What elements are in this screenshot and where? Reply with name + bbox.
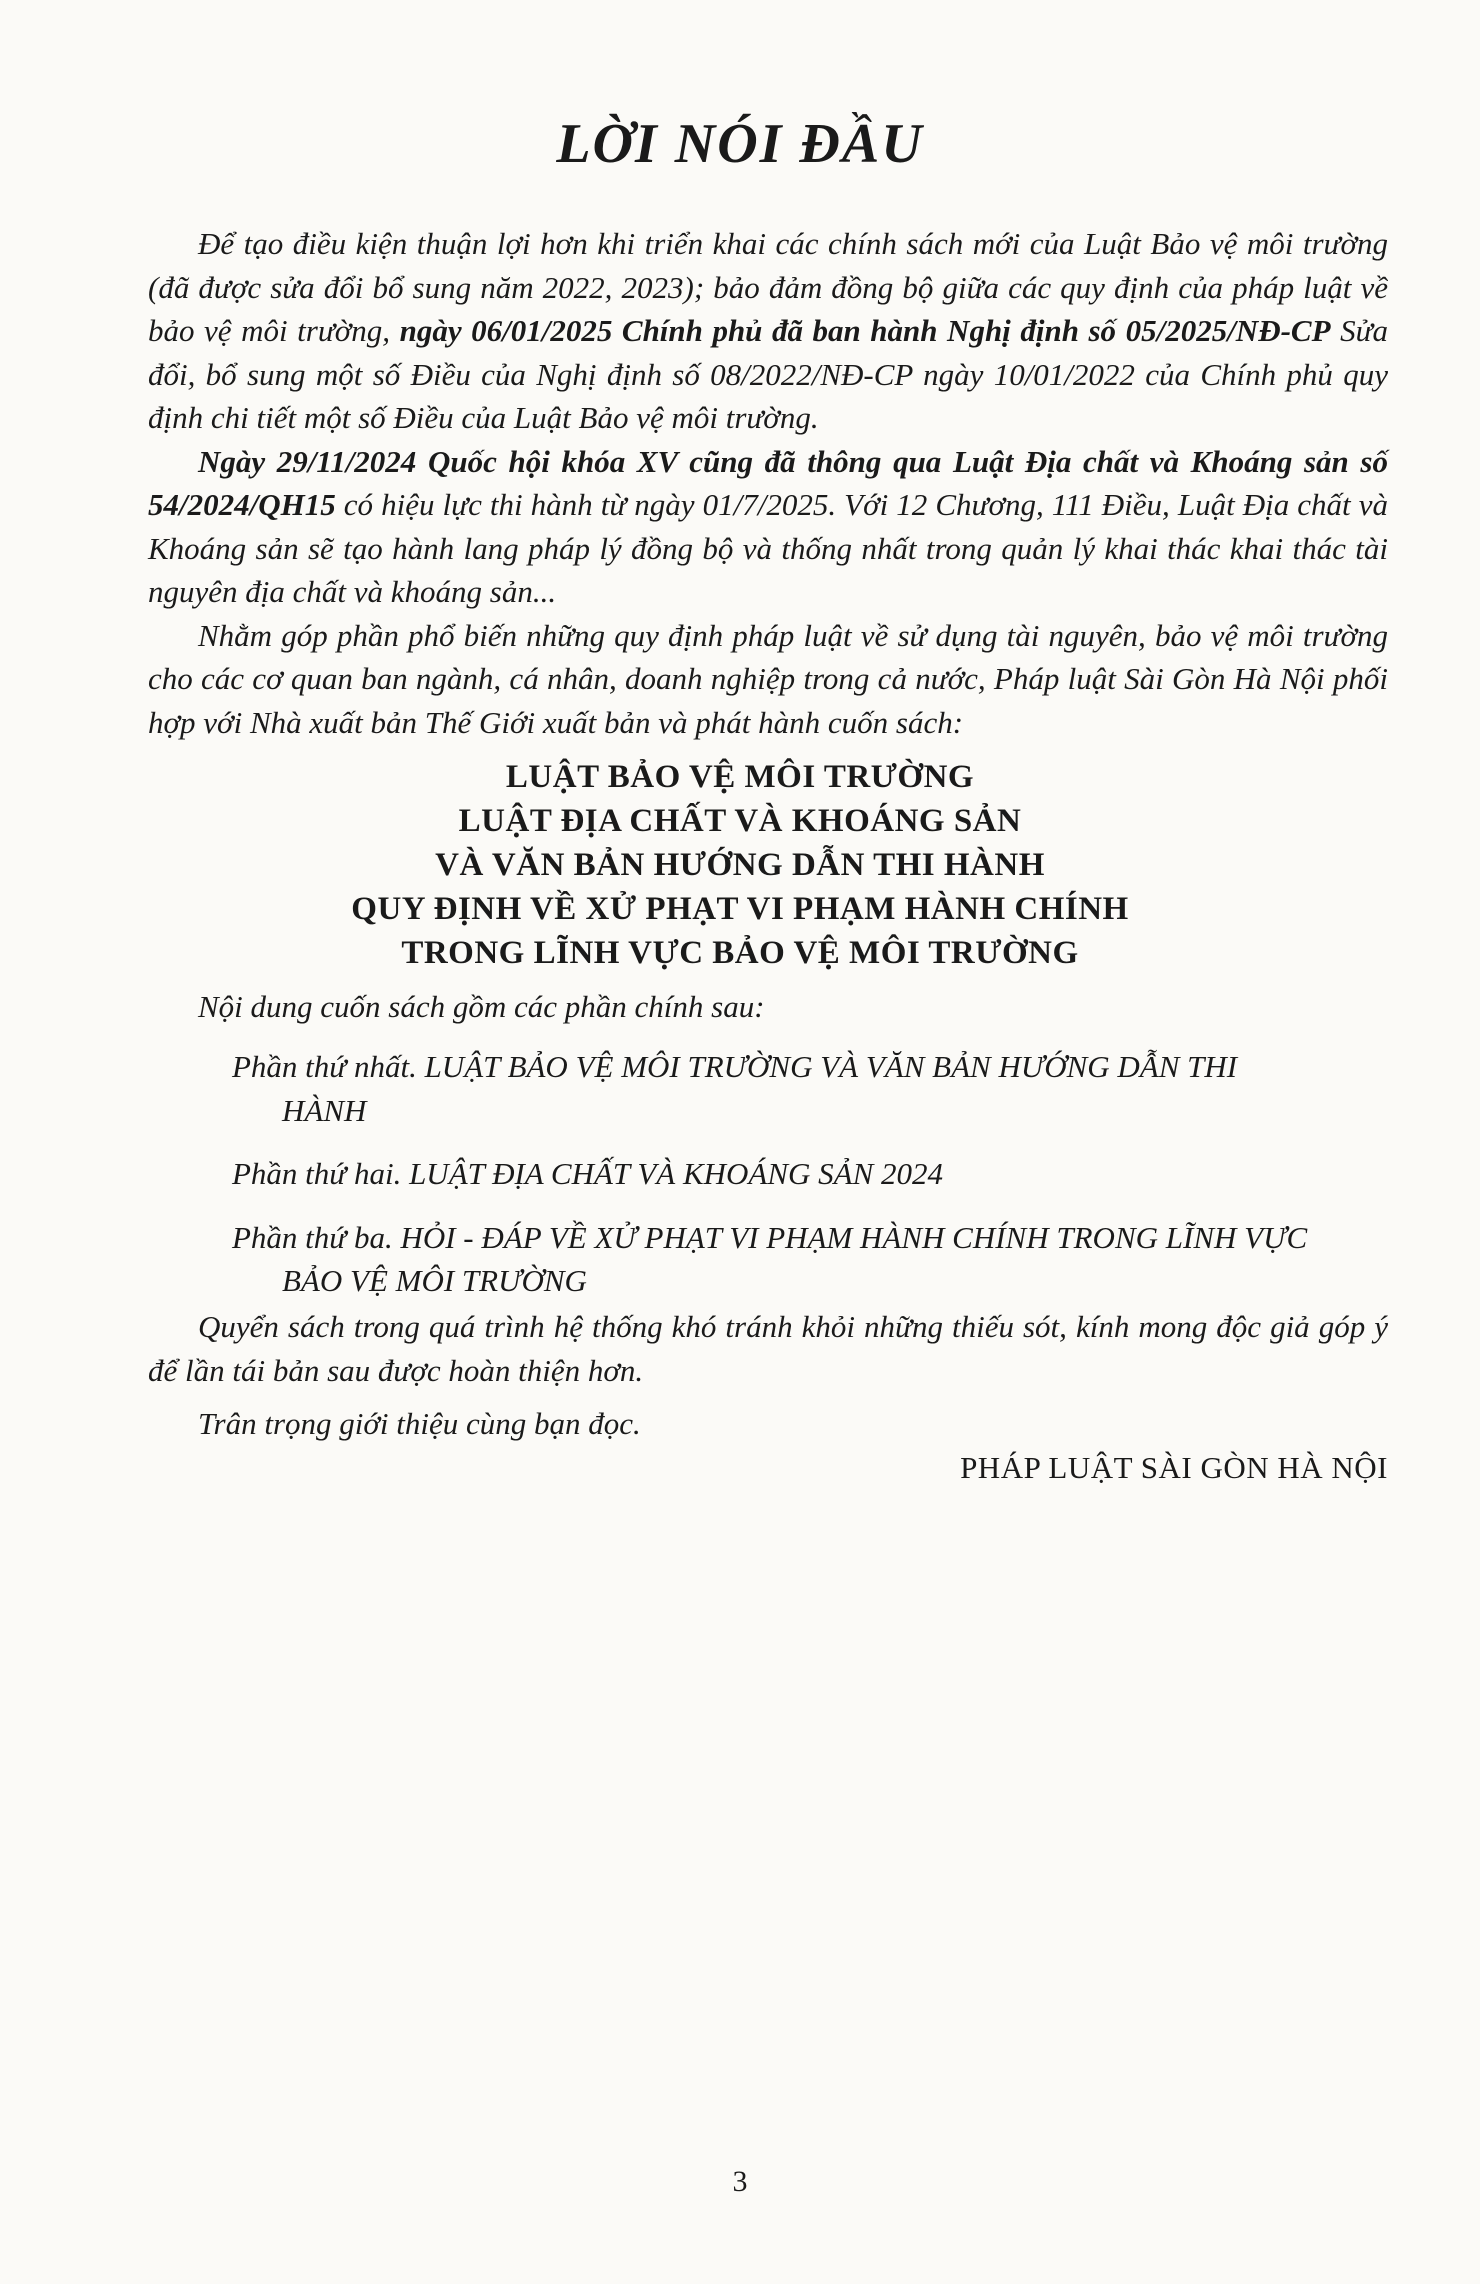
parts-list: [232, 1045, 1392, 1323]
intro-text: [148, 222, 1388, 744]
paragraph-1-part-a: Để tạo điều kiện thuận lợi hơn khi triển khai các chính sách mới của Luật Bảo vệ môi trường (đã được sửa đổi bổ sung năm 2022, 2023); bảo đảm đồng bộ giữa các quy định của pháp luật về bảo vệ môi trường,: [148, 226, 1388, 348]
book-title-line: TRONG LĨNH VỰC BẢO VỆ MÔI TRƯỜNG: [401, 935, 1079, 971]
paragraph-2-emphasis: Ngày 29/11/2024 Quốc hội khóa XV cũng đã thông qua Luật Địa chất và Khoáng sản số 54/2024/QH15: [148, 443, 1388, 522]
part-item: [232, 1045, 1392, 1132]
part-line: Phần thứ hai. LUẬT ĐỊA CHẤT VÀ KHOÁNG SẢN 2024: [232, 1156, 944, 1191]
paragraph-2-part-b: có hiệu lực thi hành từ ngày 01/7/2025. Với 12 Chương, 111 Điều, Luật Địa chất và Khoáng sản sẽ tạo hành lang pháp lý đồng bộ và thống nhất trong quản lý khai thác khai thác tài nguyên địa chất và khoáng sản...: [148, 487, 1388, 609]
part-line: Phần thứ nhất. LUẬT BẢO VỆ MÔI TRƯỜNG VÀ VĂN BẢN HƯỚNG DẪN THI: [232, 1049, 1238, 1084]
paragraph-3: Nhằm góp phần phổ biến những quy định pháp luật về sử dụng tài nguyên, bảo vệ môi trường cho các cơ quan ban ngành, cá nhân, doanh nghiệp trong cả nước, Pháp luật Sài Gòn Hà Nội phối hợp với Nhà xuất bản Thế Giới xuất bản và phát hành cuốn sách:: [148, 617, 1388, 740]
book-title-line: VÀ VĂN BẢN HƯỚNG DẪN THI HÀNH: [435, 847, 1045, 883]
part-line-continued: BẢO VỆ MÔI TRƯỜNG: [282, 1263, 587, 1298]
book-title-line: QUY ĐỊNH VỀ XỬ PHẠT VI PHẠM HÀNH CHÍNH: [351, 891, 1129, 927]
contents-intro-block: [148, 985, 1388, 1029]
part-line: Phần thứ ba. HỎI - ĐÁP VỀ XỬ PHẠT VI PHẠM HÀNH CHÍNH TRONG LĨNH VỰC: [232, 1219, 1308, 1255]
part-line-continued: HÀNH: [282, 1092, 367, 1128]
closing-block: [148, 1305, 1388, 1446]
page-title: LỜI NÓI ĐẦU: [556, 113, 924, 175]
signature: PHÁP LUẬT SÀI GÒN HÀ NỘI: [960, 1450, 1388, 1485]
paragraph-2: [148, 440, 1388, 614]
paragraph-1: [148, 222, 1388, 440]
page-number: 3: [732, 2165, 748, 2198]
part-item: [232, 1152, 1392, 1196]
part-item: [232, 1216, 1392, 1303]
paragraph-1-part-c: Sửa đổi, bổ sung một số Điều của Nghị định số 08/2022/NĐ-CP ngày 10/01/2022 của Chính phủ quy định chi tiết một số Điều của Luật Bảo vệ môi trường.: [148, 313, 1388, 435]
book-title-block: [0, 755, 1480, 975]
closing-paragraph: Quyển sách trong quá trình hệ thống khó tránh khỏi những thiếu sót, kính mong độc giả góp ý để lần tái bản sau được hoàn thiện hơn.: [148, 1309, 1388, 1388]
book-title-line: LUẬT ĐỊA CHẤT VÀ KHOÁNG SẢN: [458, 803, 1022, 839]
contents-intro: Nội dung cuốn sách gồm các phần chính sau:: [198, 989, 765, 1024]
book-title-line: LUẬT BẢO VỆ MÔI TRƯỜNG: [505, 759, 975, 795]
thanks-line: Trân trọng giới thiệu cùng bạn đọc.: [198, 1406, 641, 1441]
paragraph-1-emphasis: ngày 06/01/2025 Chính phủ đã ban hành Nghị định số 05/2025/NĐ-CP: [399, 313, 1331, 348]
